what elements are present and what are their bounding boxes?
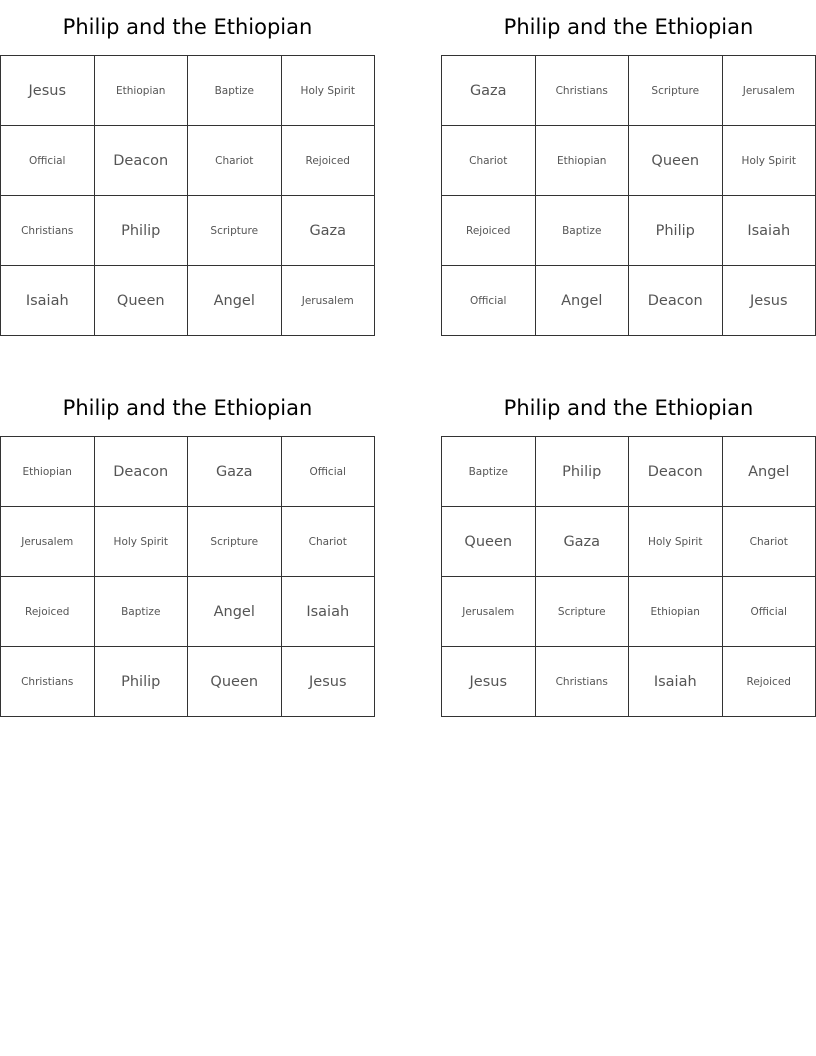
- bingo-cell: Isaiah: [1, 266, 95, 336]
- bingo-cell: Rejoiced: [723, 647, 816, 717]
- bingo-cell: Holy Spirit: [282, 56, 376, 126]
- bingo-cell: Deacon: [629, 266, 723, 336]
- bingo-cell: Christians: [536, 56, 630, 126]
- bingo-cell: Official: [282, 437, 376, 507]
- bingo-cell: Baptize: [536, 196, 630, 266]
- bingo-cell: Philip: [629, 196, 723, 266]
- bingo-cell: Christians: [536, 647, 630, 717]
- bingo-cell: Philip: [95, 647, 189, 717]
- bingo-card-3: [0, 381, 375, 717]
- bingo-card-4: [441, 381, 816, 717]
- bingo-cell: Chariot: [442, 126, 536, 196]
- card-title: Philip and the Ethiopian: [62, 15, 313, 39]
- bingo-cell: Ethiopian: [95, 56, 189, 126]
- bingo-cell: Rejoiced: [282, 126, 376, 196]
- bingo-cell: Isaiah: [723, 196, 816, 266]
- bingo-cell: Ethiopian: [536, 126, 630, 196]
- bingo-cell: Jesus: [1, 56, 95, 126]
- bingo-cell: Philip: [95, 196, 189, 266]
- bingo-cell: Jerusalem: [723, 56, 816, 126]
- bingo-cell: Official: [1, 126, 95, 196]
- bingo-cell: Chariot: [723, 507, 816, 577]
- bingo-cell: Official: [442, 266, 536, 336]
- bingo-cell: Angel: [188, 266, 282, 336]
- bingo-cell: Scripture: [629, 56, 723, 126]
- bingo-cell: Chariot: [282, 507, 376, 577]
- bingo-grid: [441, 55, 816, 336]
- bingo-cell: Jesus: [282, 647, 376, 717]
- bingo-cell: Deacon: [95, 437, 189, 507]
- bingo-grid: [0, 55, 375, 336]
- bingo-cell: Holy Spirit: [723, 126, 816, 196]
- bingo-cell: Ethiopian: [629, 577, 723, 647]
- bingo-cell: Jerusalem: [442, 577, 536, 647]
- bingo-cell: Scripture: [536, 577, 630, 647]
- bingo-cell: Angel: [188, 577, 282, 647]
- bingo-grid: [0, 436, 375, 717]
- bingo-cell: Rejoiced: [442, 196, 536, 266]
- bingo-cell: Isaiah: [629, 647, 723, 717]
- bingo-cell: Angel: [536, 266, 630, 336]
- bingo-cell: Jerusalem: [1, 507, 95, 577]
- bingo-cell: Chariot: [188, 126, 282, 196]
- card-title: Philip and the Ethiopian: [503, 15, 754, 39]
- bingo-cell: Deacon: [629, 437, 723, 507]
- bingo-cell: Deacon: [95, 126, 189, 196]
- bingo-card-2: [441, 0, 816, 336]
- bingo-cell: Philip: [536, 437, 630, 507]
- bingo-cell: Jesus: [442, 647, 536, 717]
- bingo-cell: Gaza: [536, 507, 630, 577]
- bingo-cell: Ethiopian: [1, 437, 95, 507]
- bingo-cell: Holy Spirit: [95, 507, 189, 577]
- bingo-cell: Official: [723, 577, 816, 647]
- bingo-cell: Queen: [95, 266, 189, 336]
- bingo-cell: Christians: [1, 196, 95, 266]
- bingo-cell: Angel: [723, 437, 816, 507]
- bingo-cell: Baptize: [442, 437, 536, 507]
- bingo-card-1: [0, 0, 375, 336]
- bingo-cell: Isaiah: [282, 577, 376, 647]
- bingo-grid: [441, 436, 816, 717]
- bingo-cell: Gaza: [442, 56, 536, 126]
- card-title: Philip and the Ethiopian: [503, 396, 754, 420]
- bingo-cell: Rejoiced: [1, 577, 95, 647]
- card-title: Philip and the Ethiopian: [62, 396, 313, 420]
- bingo-cell: Jerusalem: [282, 266, 376, 336]
- bingo-cell: Queen: [629, 126, 723, 196]
- bingo-cell: Gaza: [282, 196, 376, 266]
- bingo-cell: Queen: [188, 647, 282, 717]
- bingo-cell: Christians: [1, 647, 95, 717]
- bingo-cell: Queen: [442, 507, 536, 577]
- bingo-cell: Baptize: [188, 56, 282, 126]
- bingo-cell: Scripture: [188, 507, 282, 577]
- bingo-cell: Baptize: [95, 577, 189, 647]
- bingo-cell: Gaza: [188, 437, 282, 507]
- bingo-cell: Scripture: [188, 196, 282, 266]
- bingo-cell: Jesus: [723, 266, 816, 336]
- bingo-cell: Holy Spirit: [629, 507, 723, 577]
